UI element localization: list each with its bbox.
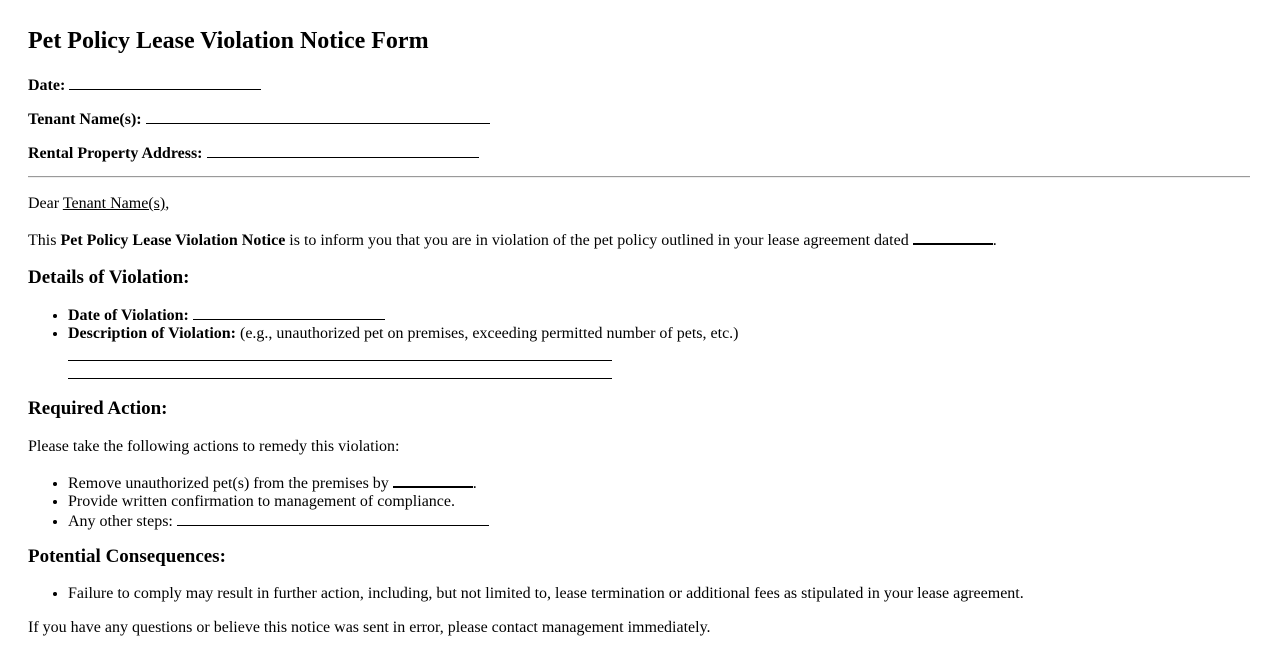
remove-pet-text: Remove unauthorized pet(s) from the premises by bbox=[68, 475, 389, 492]
description-blank-2[interactable] bbox=[68, 361, 612, 379]
tenant-name-blank[interactable] bbox=[146, 109, 490, 124]
intro-text: is to inform you that you are in violation of the pet policy outlined in your lease agreement dated bbox=[289, 232, 909, 249]
greeting-suffix: , bbox=[165, 195, 170, 212]
page-title: Pet Policy Lease Violation Notice Form bbox=[28, 28, 429, 54]
details-list bbox=[28, 305, 739, 379]
removal-date-blank[interactable] bbox=[393, 472, 473, 488]
property-address-label: Rental Property Address: bbox=[28, 145, 203, 162]
required-action-list bbox=[28, 472, 489, 531]
lease-date-blank[interactable] bbox=[913, 229, 993, 245]
consequences-list bbox=[28, 585, 1024, 603]
date-label: Date: bbox=[28, 77, 66, 94]
date-blank[interactable] bbox=[69, 75, 261, 90]
property-address-blank[interactable] bbox=[207, 143, 479, 158]
closing-paragraph: If you have any questions or believe this notice was sent in error, please contact management immediately. bbox=[28, 619, 711, 636]
property-address-field bbox=[28, 143, 479, 163]
remove-pet-end: . bbox=[472, 475, 477, 492]
description-hint: (e.g., unauthorized pet on premises, exceeding permitted number of pets, etc.) bbox=[240, 325, 739, 342]
list-item bbox=[68, 472, 489, 493]
description-label: Description of Violation: bbox=[68, 325, 236, 342]
list-item: • Failure to comply may result in further action, including, but not limited to, lease termination or additional fees as stipulated in your lease agreement. bbox=[68, 585, 1024, 603]
greeting bbox=[28, 195, 169, 213]
divider bbox=[28, 176, 1250, 178]
list-item bbox=[68, 305, 739, 325]
intro-bold-title: Pet Policy Lease Violation Notice bbox=[60, 232, 286, 249]
date-field bbox=[28, 75, 261, 95]
list-item bbox=[68, 493, 489, 511]
details-heading: Details of Violation: bbox=[28, 267, 190, 288]
required-action-intro: Please take the following actions to remedy this violation: bbox=[28, 438, 400, 455]
consequences-heading: Potential Consequences: bbox=[28, 546, 226, 567]
greeting-tenant-name: Tenant Name(s) bbox=[62, 195, 166, 212]
list-item bbox=[68, 511, 489, 531]
date-of-violation-label: Date of Violation: bbox=[68, 307, 189, 324]
other-steps-blank[interactable] bbox=[177, 511, 489, 526]
intro-end: . bbox=[992, 232, 997, 249]
list-item bbox=[68, 325, 739, 379]
intro-lead: This bbox=[28, 232, 57, 249]
required-action-heading: Required Action: bbox=[28, 398, 168, 419]
confirmation-text: Provide written confirmation to management of compliance. bbox=[68, 493, 455, 510]
tenant-name-label: Tenant Name(s): bbox=[28, 111, 142, 128]
date-of-violation-blank[interactable] bbox=[193, 305, 385, 320]
greeting-prefix: Dear bbox=[28, 195, 60, 212]
other-steps-label: Any other steps: bbox=[68, 513, 173, 530]
description-blank-1[interactable] bbox=[68, 343, 612, 361]
tenant-name-field bbox=[28, 109, 490, 129]
intro-paragraph bbox=[28, 229, 997, 250]
